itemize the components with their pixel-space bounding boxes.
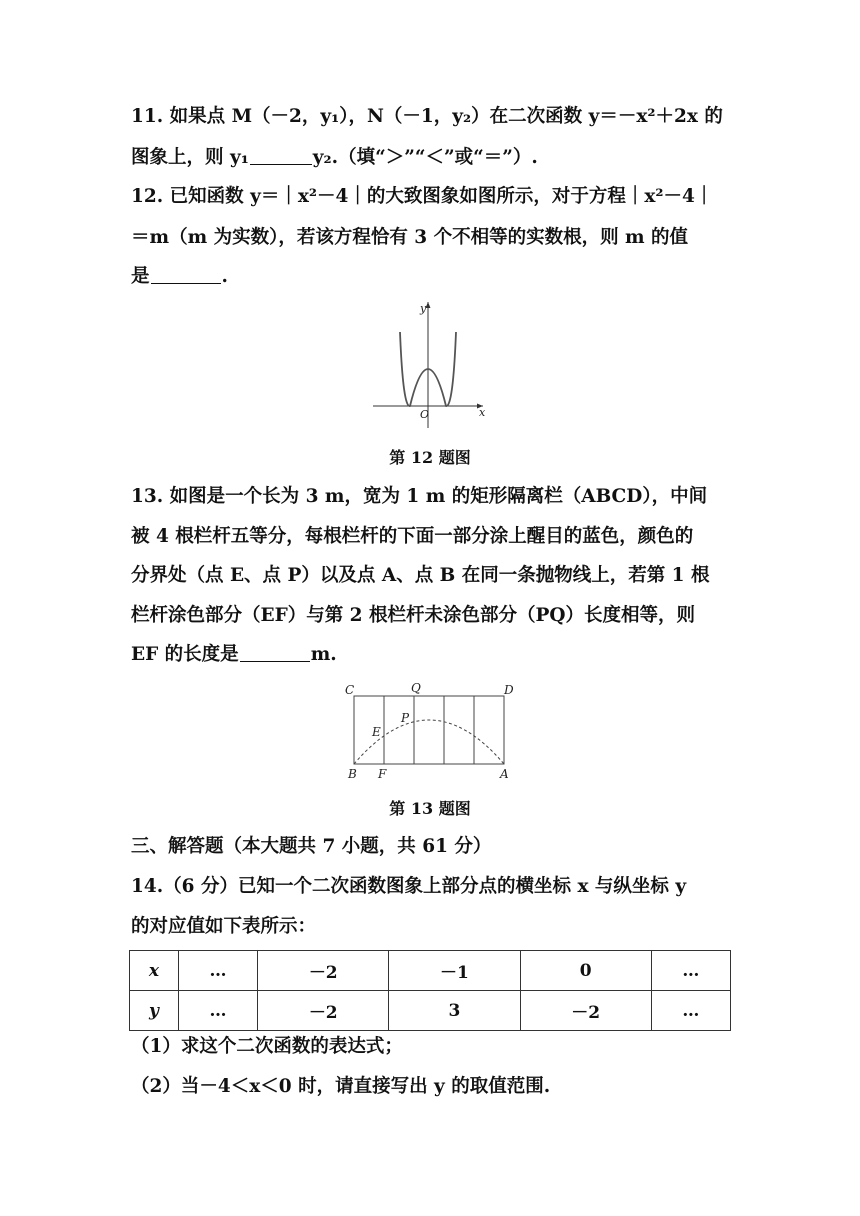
table-cell: x <box>130 951 179 991</box>
q14-part-2: （2）当－4＜x＜0 时，请直接写出 y 的取值范围. <box>131 1076 551 1097</box>
q13-figure-caption: 第 13 题图 <box>389 799 471 818</box>
q13-line-4: 栏杆涂色部分（EF）与第 2 根栏杆未涂色部分（PQ）长度相等，则 <box>131 605 696 626</box>
q13-line-5 <box>131 642 337 668</box>
answer-blank-q11[interactable] <box>250 146 312 165</box>
q11-line-2 <box>131 145 538 171</box>
q12-line-3 <box>131 264 228 290</box>
q13-line-2: 被 4 根栏杆五等分，每根栏杆的下面一部分涂上醒目的蓝色，颜色的 <box>131 526 694 547</box>
table-cell: －1 <box>389 951 520 991</box>
q12-line-1: 12. 已知函数 y＝｜x²－4｜的大致图象如图所示，对于方程｜x²－4｜ <box>131 186 714 207</box>
q11-line-2-start: 图象上，则 y₁ <box>131 147 249 168</box>
value-table <box>129 950 731 1031</box>
y-axis-arrow <box>426 302 431 308</box>
q14-line-1: 14.（6 分）已知一个二次函数图象上部分点的横坐标 x 与纵坐标 y <box>131 876 687 897</box>
table-cell: … <box>178 951 257 991</box>
table-row-x <box>130 951 731 991</box>
q12-line-3-start: 是 <box>131 266 150 287</box>
q13-figure-fence <box>338 678 524 786</box>
x-axis-label: x <box>479 406 486 419</box>
table-cell: … <box>178 991 257 1031</box>
label-b: B <box>348 767 357 781</box>
table-cell: y <box>130 991 179 1031</box>
q12-line-3-end: . <box>221 266 228 287</box>
answer-blank-q13[interactable] <box>240 643 310 662</box>
origin-label: O <box>420 408 430 421</box>
label-c: C <box>345 683 355 697</box>
table-cell: －2 <box>258 951 389 991</box>
q11-line-2-end: y₂.（填“＞”“＜”或“＝”）. <box>312 147 538 168</box>
table-row-y <box>130 991 731 1031</box>
table-cell: 0 <box>520 951 651 991</box>
table-cell: … <box>651 951 730 991</box>
label-e: E <box>372 725 381 739</box>
table-cell: … <box>651 991 730 1031</box>
table-cell: 3 <box>389 991 520 1031</box>
label-f: F <box>378 767 387 781</box>
label-p: P <box>401 711 410 725</box>
q14-part-1: （1）求这个二次函数的表达式； <box>131 1036 403 1057</box>
label-q: Q <box>411 681 421 695</box>
table-cell: －2 <box>520 991 651 1031</box>
q13-line-5-start: EF 的长度是 <box>131 644 239 665</box>
q13-line-5-end: m. <box>310 644 337 665</box>
section-heading: 三、解答题（本大题共 7 小题，共 61 分） <box>131 836 492 857</box>
answer-blank-q12[interactable] <box>151 265 221 284</box>
q14-line-2: 的对应值如下表所示： <box>131 916 317 937</box>
table-cell: －2 <box>258 991 389 1031</box>
q13-line-1: 13. 如图是一个长为 3 m，宽为 1 m 的矩形隔离栏（ABCD），中间 <box>131 486 708 507</box>
y-axis-label: y <box>420 302 427 315</box>
label-a: A <box>500 767 509 781</box>
q12-figure-graph <box>365 296 495 434</box>
q12-figure-caption: 第 12 题图 <box>389 448 471 467</box>
q11-line-1: 11. 如果点 M（－2，y₁），N（－1，y₂）在二次函数 y＝－x²＋2x 的 <box>131 106 723 127</box>
q12-line-2: ＝m（m 为实数），若该方程恰有 3 个不相等的实数根，则 m 的值 <box>131 227 689 248</box>
q13-line-3: 分界处（点 E、点 P）以及点 A、点 B 在同一条抛物线上，若第 1 根 <box>131 565 710 586</box>
label-d: D <box>504 683 514 697</box>
